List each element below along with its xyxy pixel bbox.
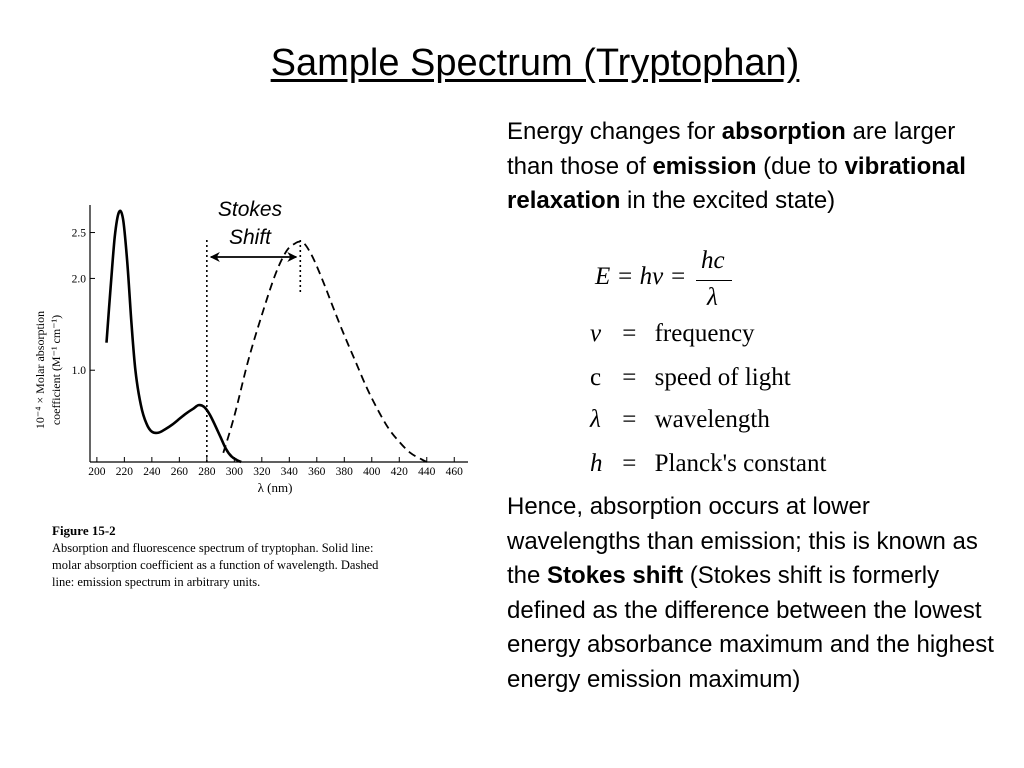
term-emission: emission	[652, 152, 757, 180]
definition-symbol: v	[590, 320, 602, 347]
intro-text-4: in the excited state)	[620, 187, 836, 214]
x-tick-label: 340	[280, 466, 298, 478]
intro-text-1: Energy changes for	[507, 118, 722, 145]
conclusion-text-1: Hence, absorption occurs at lower wavelengths than emission; this is known as the	[507, 493, 978, 589]
x-tick-label: 380	[335, 466, 353, 478]
intro-text-3: (due to	[756, 152, 845, 180]
definition-meaning: wavelength	[654, 406, 770, 433]
energy-equation	[595, 247, 745, 320]
x-tick-label: 460	[445, 466, 463, 478]
fraction-bar	[696, 280, 732, 281]
y-tick-label: 2.5	[71, 227, 86, 240]
stokes-shift-annotation	[207, 240, 300, 462]
equation-numerator: hc	[701, 247, 725, 274]
definition-symbol: h	[590, 450, 603, 477]
x-tick-label: 240	[143, 466, 161, 478]
definition-meaning: speed of light	[654, 364, 791, 391]
definition-row	[590, 406, 770, 434]
x-tick-label: 440	[418, 466, 436, 478]
stokes-shift-paragraph	[507, 490, 1007, 697]
definition-meaning: Planck's constant	[654, 450, 827, 477]
slide-title: Sample Spectrum (Tryptophan)	[270, 42, 800, 84]
y-tick-label: 2.0	[71, 273, 86, 286]
x-tick-label: 260	[170, 466, 188, 478]
term-absorption: absorption	[721, 118, 846, 145]
energy-changes-paragraph	[507, 115, 1007, 219]
definition-row	[590, 450, 826, 478]
chart-ticks	[72, 228, 464, 478]
definition-row	[590, 364, 791, 392]
x-tick-label: 200	[88, 466, 106, 478]
definition-symbol: λ	[590, 406, 601, 433]
x-tick-label: 300	[225, 466, 243, 478]
x-tick-label: 320	[253, 466, 271, 478]
definition-equals: =	[622, 320, 637, 347]
y-axis-label-line2: coefficient (M⁻¹ cm⁻¹)	[49, 314, 63, 426]
stokes-label-line2: Shift	[228, 226, 272, 249]
stokes-shift-label	[200, 196, 300, 252]
x-tick-label: 420	[390, 466, 408, 478]
definition-equals: =	[622, 450, 637, 477]
x-tick-label: 220	[115, 466, 133, 478]
x-axis-label: λ (nm)	[257, 480, 293, 495]
figure-caption-line1: Absorption and fluorescence spectrum of tryptophan. Solid line:	[52, 541, 374, 555]
conclusion-text-2: (Stokes shift is formerly defined as the difference between the lowest energy absorbance maximum and the highest energy emission maximum)	[507, 562, 994, 693]
y-tick-label: 1.0	[71, 365, 86, 378]
equation-denominator: λ	[707, 284, 718, 311]
figure-caption-label: Figure 15-2	[52, 523, 116, 538]
y-axis-label-line1: 10⁻⁴ × Molar absorption	[33, 310, 47, 430]
definition-symbol: c	[590, 364, 602, 391]
x-tick-label: 280	[198, 466, 216, 478]
x-tick-label: 360	[308, 466, 326, 478]
intro-text-2: are larger than those of	[507, 118, 956, 180]
definition-equals: =	[622, 364, 637, 391]
term-stokes-shift: Stokes shift	[547, 562, 684, 589]
definition-meaning: frequency	[654, 320, 755, 347]
emission-series-line	[223, 242, 426, 462]
stokes-label-line1: Stokes	[217, 198, 283, 221]
x-tick-label: 400	[363, 466, 381, 478]
term-vibrational-relaxation: vibrational relaxation	[507, 152, 966, 214]
definition-equals: =	[622, 406, 637, 433]
definition-row	[590, 320, 755, 348]
figure-caption-line3: line: emission spectrum in arbitrary units.	[52, 575, 261, 589]
figure-caption-line2: molar absorption coefficient as a function of wavelength. Dashed	[52, 558, 379, 572]
equation-lhs: E = hv =	[595, 263, 687, 290]
